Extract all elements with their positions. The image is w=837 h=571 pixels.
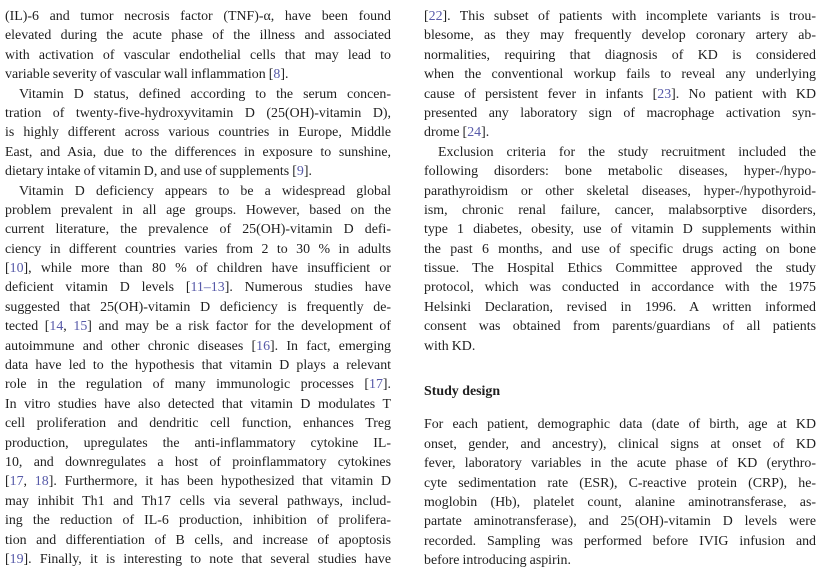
text-line: protocol, which was conducted in accordance with the 1975 [424,280,816,296]
text-line: 10, and downregulates a host of proinflammatory cytokines [5,454,391,470]
text-line: onset, gender, and ancestry), clinical signs at onset of KD [424,436,816,452]
text-line: tissue. The Hospital Ethics Committee approved the study [424,261,816,277]
text-line: before introducing aspirin. [424,553,571,569]
text-line: with activation of vascular endothelial cells that may lead to [5,47,391,63]
text-line: may inhibit Th1 and Th17 cells via several pathways, includ- [5,493,391,509]
text-line: data have led to the hypothesis that vitamin D plays a relevant [5,358,391,374]
text-line: type 1 diabetes, obesity, use of vitamin D supplements within [424,222,816,238]
citation-ref[interactable]: 23 [657,86,672,102]
text-line: following disorders: bone metabolic diseases, hyper-/hypo- [424,164,816,180]
text-line: tected [14, 15] and may be a risk factor for the development of [5,319,391,335]
text-line: tion and differentiation of B cells, and increase of apoptosis [5,532,391,548]
citation-ref[interactable]: 16 [256,338,271,354]
citation-ref[interactable]: 24 [467,125,482,141]
text-line: with KD. [424,338,476,354]
text-line: ciency in different countries varies from 2 to 30 % in adults [5,241,391,257]
text-line: drome [24]. [424,125,490,141]
text-line: Vitamin D deficiency appears to be a widespread global [19,183,391,199]
citation-ref[interactable]: 19 [9,551,24,567]
text-line: when the conventional workup fails to reveal any underlying [424,67,816,83]
section-heading-study-design: Study design [424,384,501,400]
text-line: fever, laboratory variables in the acute phase of KD (erythro- [424,456,816,472]
text-line: Vitamin D status, defined according to the serum concen- [19,86,391,102]
text-line: elevated during the acute phase of the illness and associated [5,28,391,44]
text-line: suggested that 25(OH)-vitamin D deficiency is frequently de- [5,299,391,315]
text-line: parathyroidism or other skeletal diseases, hyper-/hypothyroid- [424,183,816,199]
text-line: cell proliferation and dendritic cell function, enhances Treg [5,416,391,432]
citation-ref[interactable]: 9 [296,164,304,180]
citation-ref[interactable]: 15 [73,319,88,335]
citation-ref[interactable]: 18 [34,474,49,490]
text-line: problem prevalent in all age groups. However, based on the [5,202,391,218]
text-line: [17, 18]. Furthermore, it has been hypothesized that vitamin D [5,474,391,490]
text-line: Exclusion criteria for the study recruitment included the [438,144,816,160]
citation-ref[interactable]: 17 [9,474,24,490]
text-line: For each patient, demographic data (date of birth, age at KD [424,417,816,433]
text-line: variable severity of vascular wall inflammation [8]. [5,67,289,83]
citation-ref[interactable]: 10 [9,261,24,277]
text-line: [22]. This subset of patients with incomplete variants is trou- [424,9,816,24]
left-text-column [5,7,391,569]
right-text-column [424,7,816,571]
text-line: ism, chronic renal failure, cancer, malabsorptive disorders, [424,202,816,218]
text-line: dietary intake of vitamin D, and use of supplements [9]. [5,164,312,180]
citation-ref[interactable]: 11–13 [190,280,225,296]
text-line: East, and Asia, due to the differences in exposure to sunshine, [5,144,391,160]
citation-ref[interactable]: 14 [49,319,64,335]
text-line: current literature, the prevalence of 25(OH)-vitamin D defi- [5,222,391,238]
text-line: ing the reduction of IL-6 production, inhibition of prolifera- [5,513,391,529]
citation-ref[interactable]: 22 [428,9,443,24]
text-line: blesome, as they may frequently develop coronary artery ab- [424,28,816,44]
text-line: the past 6 months, and use of specific drugs acting on bone [424,241,816,257]
citation-ref[interactable]: 17 [369,377,383,393]
citation-ref[interactable]: 8 [273,67,281,83]
text-line: recorded. Sampling was performed before IVIG infusion and [424,533,816,549]
text-line: [10], while more than 80 % of children have insufficient or [5,261,391,277]
text-line: consent was obtained from parents/guardians of all patients [424,319,816,335]
text-line: In vitro studies have also detected that vitamin D modulates T [5,396,391,412]
text-line: deficient vitamin D levels [11–13]. Numerous studies have [5,280,391,296]
text-line: cause of persistent fever in infants [23]. No patient with KD [424,86,816,102]
text-line: Helsinki Declaration, revised in 1996. A written informed [424,299,816,315]
text-line: tration of twenty-five-hydroxyvitamin D (25(OH)-vitamin D), [5,105,391,121]
text-line: role in the regulation of many immunologic processes [17]. [5,377,391,393]
text-line: is highly different across various countries in Europe, Middle [5,125,391,141]
text-line: cyte sedimentation rate (ESR), C-reactive protein (CRP), he- [424,475,816,491]
text-line: production, upregulates the anti-inflammatory cytokine IL- [5,435,391,451]
text-line: [19]. Finally, it is interesting to note that several studies have [5,551,391,567]
text-line: normalities, requiring that diagnosis of KD is considered [424,47,816,63]
text-line: (IL)-6 and tumor necrosis factor (TNF)-α, have been found [5,9,391,24]
text-line: presented any laboratory sign of macrophage activation syn- [424,105,816,121]
text-line: autoimmune and other chronic diseases [16]. In fact, emerging [5,338,391,354]
text-line: partate aminotransferase), and 25(OH)-vitamin D levels were [424,514,816,530]
text-line: moglobin (Hb), platelet count, alanine aminotransferase, as- [424,494,816,510]
